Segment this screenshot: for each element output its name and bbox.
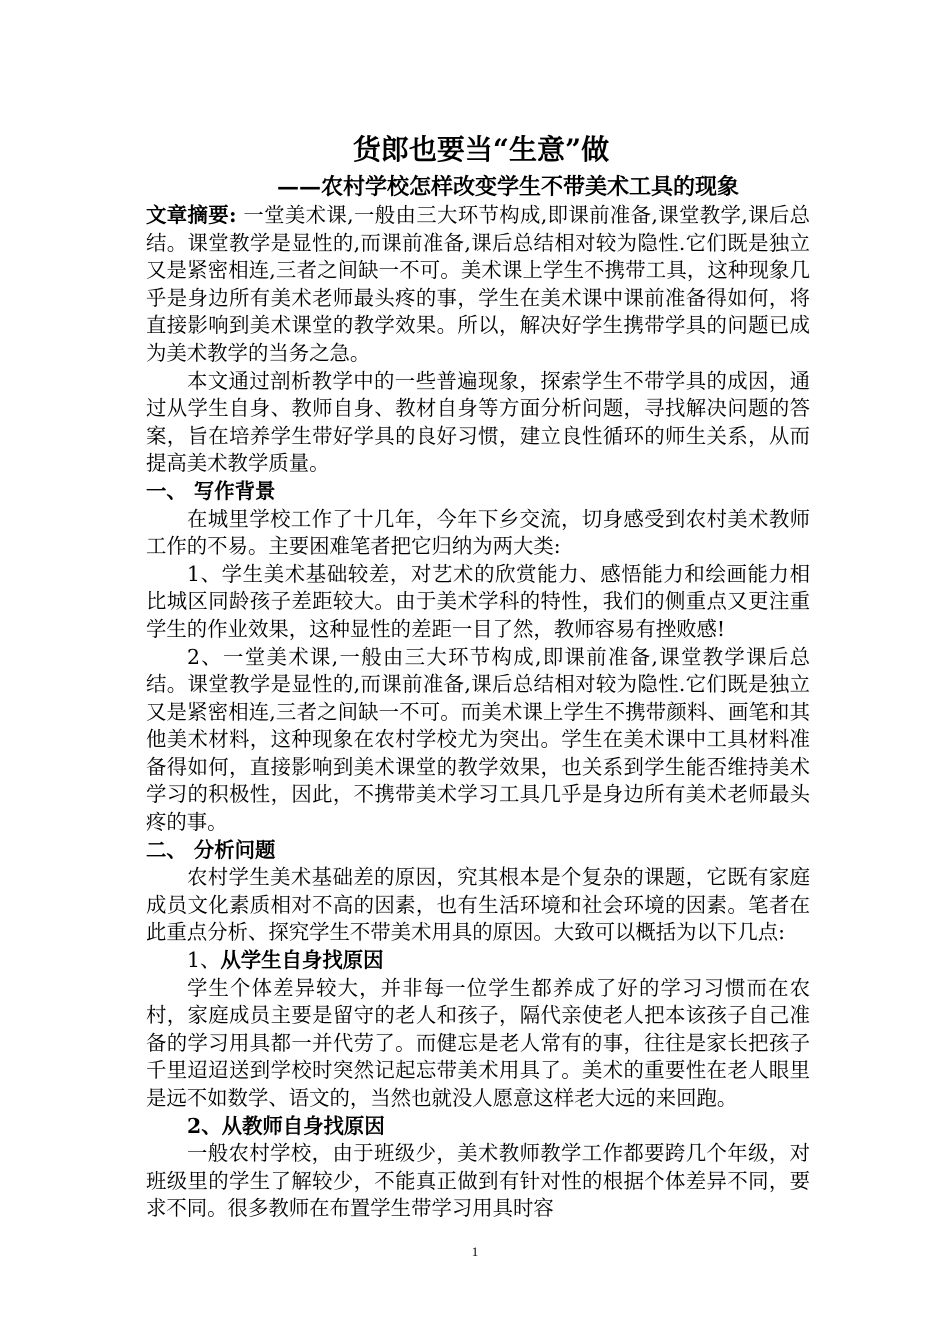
subheading-teacher <box>146 1113 810 1141</box>
abstract-label: 文章摘要: <box>146 203 237 227</box>
subheading-teacher-title: 从教师自身找原因 <box>221 1113 385 1138</box>
subheading-student <box>146 947 810 975</box>
background-paragraph-2: 1、学生美术基础较差，对艺术的欣赏能力、感悟能力和绘画能力相比城区同龄孩子差距较大。由于美术学科的特性，我们的侧重点又更注重学生的作业效果，这种显性的差距一目了然，教师容易有挫败感! <box>146 561 810 641</box>
page-number: 1 <box>471 1244 479 1259</box>
background-paragraph-1: 在城里学校工作了十几年，今年下乡交流，切身感受到农村美术教师工作的不易。主要困难笔者把它归纳为两大类: <box>146 506 810 559</box>
abstract-paragraph <box>146 202 810 368</box>
analysis-paragraph-1: 农村学生美术基础差的原因，究其根本是个复杂的课题，它既有家庭成员文化素质相对不高的因素，也有生活环境和社会环境的因素。笔者在此重点分析、探究学生不带美术用具的原因。大致可以概括为以下几点: <box>146 865 810 945</box>
subheading-student-title: 从学生自身找原因 <box>220 948 384 973</box>
subheading-student-number: 1、 <box>187 948 221 973</box>
document-subtitle: ——农村学校怎样改变学生不带美术工具的现象 <box>276 174 739 200</box>
document-body <box>146 128 810 1223</box>
student-paragraph: 学生个体差异较大，并非每一位学生都养成了好的学习习惯而在农村，家庭成员主要是留守的老人和孩子，隔代亲使老人把本该孩子自己准备的学习用具都一并代劳了。而健忘是老人常有的事，往往是家长把孩子千里迢迢送到学校时突然记起忘带美术用具了。美术的重要性在老人眼里是远不如数学、语文的，当然也就没人愿意这样老大远的来回跑。 <box>146 975 810 1110</box>
document-title: 货郎也要当“生意”做 <box>352 133 610 166</box>
teacher-paragraph: 一般农村学校，由于班级少，美术教师教学工作都要跨几个年级，对班级里的学生了解较少，不能真正做到有针对性的根据个体差异不同，要求不同。很多教师在布置学生带学习用具时容 <box>146 1141 810 1221</box>
section-heading-analysis: 二、 分析问题 <box>146 837 276 862</box>
background-paragraph-3: 2、一堂美术课,一般由三大环节构成,即课前准备,课堂教学课后总结。课堂教学是显性的,而课前准备,课后总结相对较为隐性.它们既是独立又是紧密相连,三者之间缺一不可。而美术课上学生不携带颜料、画笔和其他美术材料，这种现象在农村学校尤为突出。学生在美术课中工具材料准备得如何，直接影响到美术课堂的教学效果，也关系到学生能否维持美术学习的积极性，因此，不携带美术学习工具几乎是身边所有美术老师最头疼的事。 <box>146 644 810 835</box>
abstract-paragraph-2: 本文通过剖析教学中的一些普遍现象，探索学生不带学具的成因，通过从学生自身、教师自身、教材自身等方面分析问题，寻找解决问题的答案，旨在培养学生带好学具的良好习惯，建立良性循环的师生关系，从而提高美术教学质量。 <box>146 368 810 476</box>
abstract-text: 一堂美术课,一般由三大环节构成,即课前准备,课堂教学,课后总结。课堂教学是显性的,而课前准备,课后总结相对较为隐性.它们既是独立又是紧密相连,三者之间缺一不可。美术课上学生不携带工具，这种现象几乎是身边所有美术老师最头疼的事，学生在美术课中课前准备得如何，将直接影响到美术课堂的教学效果。所以，解决好学生携带学具的问题已成为美术教学的当务之急。 <box>146 203 810 365</box>
section-heading-background: 一、 写作背景 <box>146 478 276 503</box>
subheading-teacher-number: 2、 <box>187 1113 222 1138</box>
